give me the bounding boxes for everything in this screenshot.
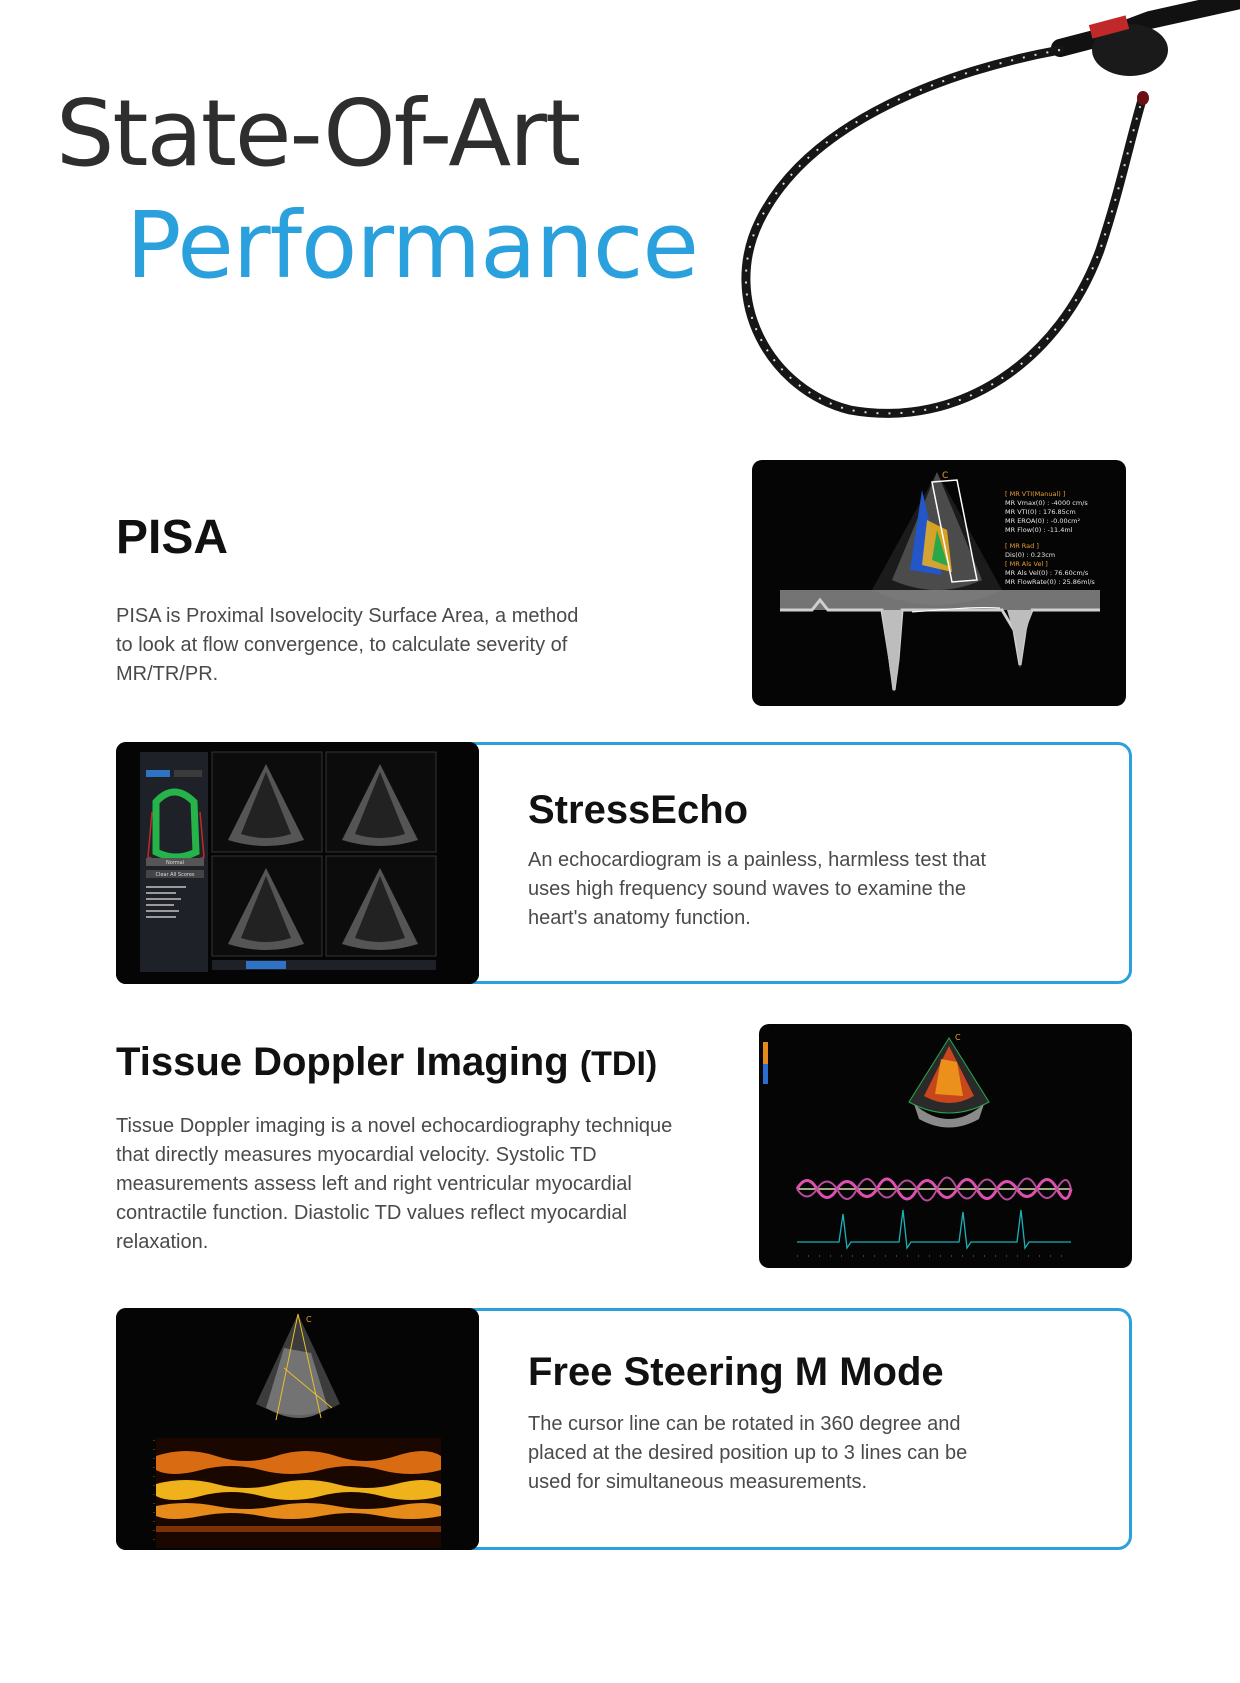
tdi-title-suffix: (TDI) bbox=[579, 1045, 658, 1083]
m-mode-image bbox=[116, 1308, 479, 1550]
pisa-readout: MR Flow(0) : -11.4ml bbox=[1005, 526, 1073, 534]
hero-title-line1: State-Of-Art bbox=[56, 80, 580, 187]
m-mode-title: Free Steering M Mode bbox=[528, 1350, 944, 1394]
pisa-readout: [ MR Rad ] bbox=[1005, 542, 1039, 550]
stress-echo-title: StressEcho bbox=[528, 788, 749, 832]
tdi-c-marker: C bbox=[955, 1033, 961, 1042]
tdi-title-main: Tissue Doppler Imaging bbox=[116, 1040, 569, 1084]
pisa-title: PISA bbox=[116, 511, 229, 564]
pisa-readout: MR EROA(0) : -0.00cm² bbox=[1005, 517, 1081, 525]
stress-echo-description: An echocardiogram is a painless, harmless test that uses high frequency sound waves to examine the heart's anatomy function. bbox=[528, 849, 986, 929]
pisa-readout: Dis(0) : 0.23cm bbox=[1005, 551, 1056, 559]
hero-title-line2: Performance bbox=[126, 192, 698, 299]
tdi-description: Tissue Doppler imaging is a novel echocardiography technique that directly measures myocardial velocity. Systolic TD measurements assess left and right ventricular myocardial contractile function. Diastolic TD values reflect myocardial relaxation. bbox=[116, 1115, 673, 1253]
tissue-doppler-image bbox=[759, 1024, 1132, 1268]
stress-echo-quad-view-image bbox=[116, 742, 479, 984]
pisa-doppler-image bbox=[752, 460, 1126, 706]
pisa-readout: [ MR Als Vel ] bbox=[1005, 560, 1048, 568]
pisa-description: PISA is Proximal Isovelocity Surface Area, a method to look at flow convergence, to calculate severity of MR/TR/PR. bbox=[116, 605, 579, 685]
pisa-c-marker: C bbox=[942, 471, 949, 481]
tee-probe-icon bbox=[730, 0, 1240, 420]
pisa-readout: MR Als Vel(0) : 76.60cm/s bbox=[1005, 569, 1089, 577]
pisa-readout: MR VTI(0) : 176.85cm bbox=[1005, 508, 1076, 516]
pisa-readout: MR FlowRate(0) : 25.86ml/s bbox=[1005, 578, 1095, 586]
mmode-c-marker: C bbox=[306, 1315, 312, 1324]
tdi-title bbox=[116, 1042, 657, 1082]
pisa-readout: MR Vmax(0) : -4000 cm/s bbox=[1005, 499, 1088, 507]
stress-panel-label: Clear All Scores bbox=[155, 872, 195, 878]
pisa-readout: [ MR VTI(Manual) ] bbox=[1005, 490, 1066, 498]
m-mode-description: The cursor line can be rotated in 360 degree and placed at the desired position up to 3 lines can be used for simultaneous measurements. bbox=[528, 1413, 968, 1493]
stress-panel-label: Normal bbox=[165, 860, 185, 866]
